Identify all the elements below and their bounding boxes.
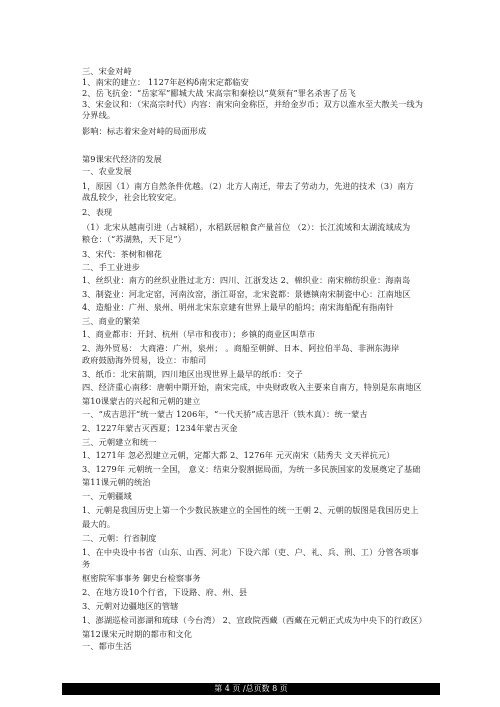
page-footer: 第 4 页 /总页数 8 页 (214, 684, 288, 693)
text-line: 第12课宋元时期的都市和文化 (82, 629, 193, 639)
text-line: 分界线。 (82, 110, 116, 120)
text-line: 2、岳飞抗金：“岳家军”郾城大战 宋高宗和秦桧以“莫须有”罪名杀害了岳飞 (82, 88, 356, 98)
text-line: 影响：标志着宋金对峙的局面形成 (82, 126, 207, 136)
text-line: 3、元朝对边疆地区的管辖 (82, 601, 179, 611)
text-line: 第10课蒙古的兴起和元朝的建立 (82, 396, 201, 406)
text-line: 三、元朝建立和统一 (82, 437, 157, 447)
text-line: 3、宋代：茶树和棉花 (82, 249, 162, 259)
text-line: 第9课宋代经济的发展 (82, 154, 162, 164)
text-line: 一、“成吉思汗”统一蒙古 1206年，“一代天骄”成吉思汗（铁木真）：统一蒙古 (82, 409, 368, 419)
text-line: 2、表现 (82, 207, 113, 217)
text-line: （1）北宋从越南引进（占城稻），水稻跃居粮食产量首位 （2）：长江流域和太湖流域成为 (82, 222, 411, 232)
text-line: 1、元朝是我国历史上第一个少数民族建立的全国性的统一王朝 2、元朝的版图是我国历史上 (82, 505, 419, 515)
text-line: 1、丝织业：南方的丝织业胜过北方：四川、江浙发达 2、棉织业：南宋棉纺织业：海南岛 (82, 275, 411, 285)
text-line: 务 (82, 559, 91, 569)
text-line: 2、在地方设10个行省，下设路、府、州、县 (82, 587, 248, 597)
text-line: 1、澎湖巡检司澎湖和琉球（今台湾） 2、宣政院西藏（西藏在元朝正式成为中央下的行政区） (82, 615, 427, 625)
text-line: 四、经济重心南移：唐朝中期开始，南宋完成，中央财政收入主要来自南方，特别是东南地区 (82, 382, 422, 392)
text-line: 1、在中央设中书省（山东、山西、河北）下设六部（吏、户、礼、兵、刑、工）分管各项事 (82, 547, 419, 557)
text-line: 最大的。 (82, 519, 116, 529)
text-line: 第11课元朝的统治 (82, 477, 151, 487)
text-line: 1，原因（1）南方自然条件优越。（2）北方人南迁，带去了劳动力，先进的技术（3）南方 (82, 181, 415, 191)
text-line: 战乱较少，社会比较安定。 (82, 192, 182, 202)
text-line: 2、1227年蒙古灭西夏；1234年蒙古灭金 (82, 423, 238, 433)
text-line: 一、元朝疆域 (82, 491, 132, 501)
text-line: 政府鼓励海外贸易，设立：市舶司 (82, 355, 207, 365)
text-line: 二、元朝：行省制度 (82, 533, 157, 543)
text-line: 1、1271年 忽必烈建立元朝，定都大都 2、1276年 元灭南宋（陆秀夫 文天祥抗元） (82, 450, 395, 460)
text-line: 3、1279年 元朝统一全国， 意义：结束分裂割据局面，为统一多民族国家的发展奠定了基础 (82, 464, 421, 474)
text-line: 二、手工业进步 (82, 262, 141, 272)
text-line: 1、南宋的建立： 1127年赵构δ南宋定都临安 (82, 77, 249, 87)
text-line: 3、纸币：北宋前期，四川地区出现世界上最早的纸币：交子 (82, 369, 303, 379)
text-line: 一、都市生活 (82, 641, 132, 651)
text-line: 枢密院军事事务 御史台检察事务 (82, 573, 201, 583)
text-line: 3、制瓷业：河北定窑，河南汝窑，浙江哥窑，北宋瓷都：景德镇南宋制瓷中心：江南地区 (82, 289, 411, 299)
text-line: 三、宋金对峙 (82, 66, 132, 76)
text-line: 粮仓：（“苏湖熟，天下足”） (82, 234, 186, 244)
text-line: 4、造船业：广州、泉州、明州北宋东京建有世界上最早的船坞；南宋海船配有指南针 (82, 302, 394, 312)
text-line: 3、宋金议和：（宋高宗时代）内容：南宋向金称臣，并给金岁币；双方以淮水至大散关一线为 (82, 99, 423, 109)
text-line: 1、商业都市：开封、杭州（早市和夜市）；乡镇的商业区叫草市 (82, 329, 316, 339)
text-line: 2、海外贸易： 大商港：广州，泉州； 。商船至朝鲜、日本、阿拉伯半岛、非洲东海岸 (82, 343, 400, 353)
text-line: 一、农业发展 (82, 166, 132, 176)
text-line: 三、商业的繁荣 (82, 316, 141, 326)
